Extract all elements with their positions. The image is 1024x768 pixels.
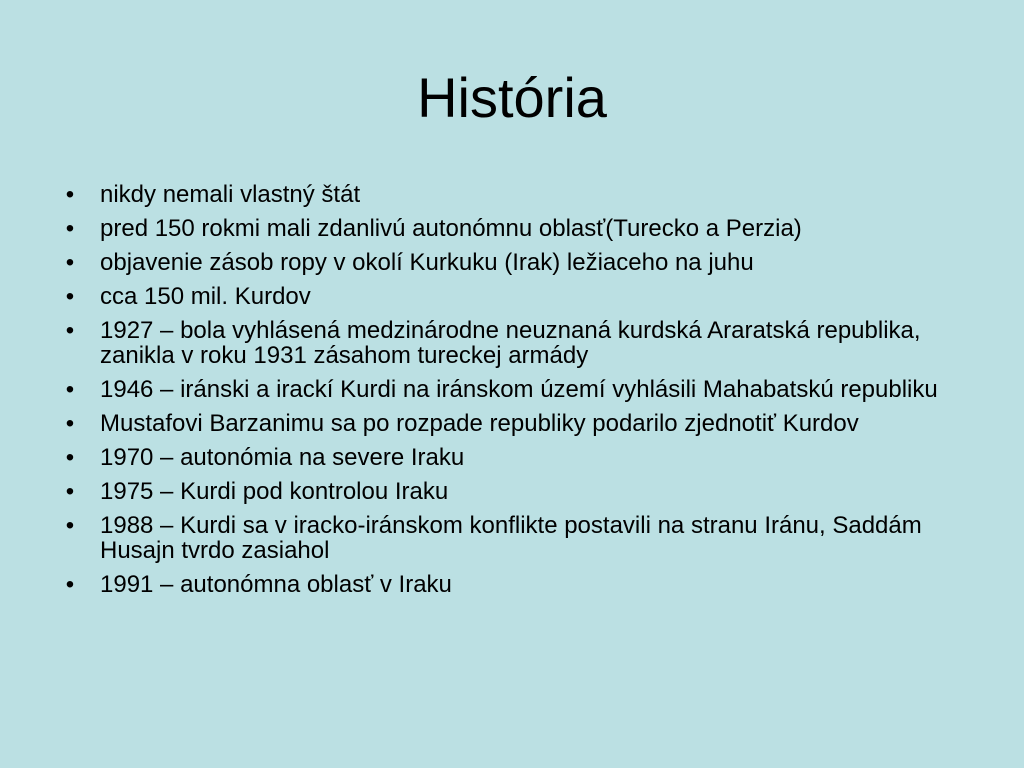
bullet-text: nikdy nemali vlastný štát: [100, 181, 361, 208]
bullet-text: 1946 – iránski a irackí Kurdi na iránskom území vyhlásili Mahabatskú republiku: [100, 376, 938, 403]
bullet-text: Mustafovi Barzanimu sa po rozpade republiky podarilo zjednotiť Kurdov: [100, 410, 859, 437]
bullet-item: [60, 445, 980, 470]
bullet-icon: •: [65, 410, 75, 437]
bullet-icon: •: [65, 512, 75, 539]
bullet-item: [60, 318, 980, 368]
bullet-item: [60, 377, 980, 402]
bullet-item: [60, 513, 980, 563]
bullet-item: [60, 182, 980, 207]
bullet-icon: •: [65, 283, 75, 310]
bullet-icon: •: [65, 444, 75, 471]
bullet-text: 1988 – Kurdi sa v iracko-iránskom konflikte postavili na stranu Iránu, Saddám Husajn tvrdo zasiahol: [100, 512, 922, 564]
bullet-icon: •: [65, 478, 75, 505]
bullet-icon: •: [65, 249, 75, 276]
slide-title: História: [417, 66, 607, 129]
bullet-icon: •: [65, 317, 75, 344]
bullet-text: 1927 – bola vyhlásená medzinárodne neuznaná kurdská Araratská republika, zanikla v roku 1931 zásahom tureckej armády: [100, 317, 921, 369]
bullet-item: [60, 250, 980, 275]
bullet-item: [60, 284, 980, 309]
bullet-item: [60, 572, 980, 597]
bullet-icon: •: [65, 215, 75, 242]
bullet-item: [60, 411, 980, 436]
bullet-icon: •: [65, 571, 75, 598]
bullet-text: 1991 – autonómna oblasť v Iraku: [100, 571, 452, 598]
bullet-text: 1975 – Kurdi pod kontrolou Iraku: [100, 478, 449, 505]
bullet-text: cca 150 mil. Kurdov: [100, 283, 311, 310]
bullet-icon: •: [65, 376, 75, 403]
bullet-text: pred 150 rokmi mali zdanlivú autonómnu oblasť(Turecko a Perzia): [100, 215, 802, 242]
bullet-item: [60, 479, 980, 504]
bullet-icon: •: [65, 181, 75, 208]
bullet-item: [60, 216, 980, 241]
bullet-text: objavenie zásob ropy v okolí Kurkuku (Irak) ležiaceho na juhu: [100, 249, 754, 276]
bullet-text: 1970 – autonómia na severe Iraku: [100, 444, 465, 471]
bullet-list: [60, 182, 980, 606]
